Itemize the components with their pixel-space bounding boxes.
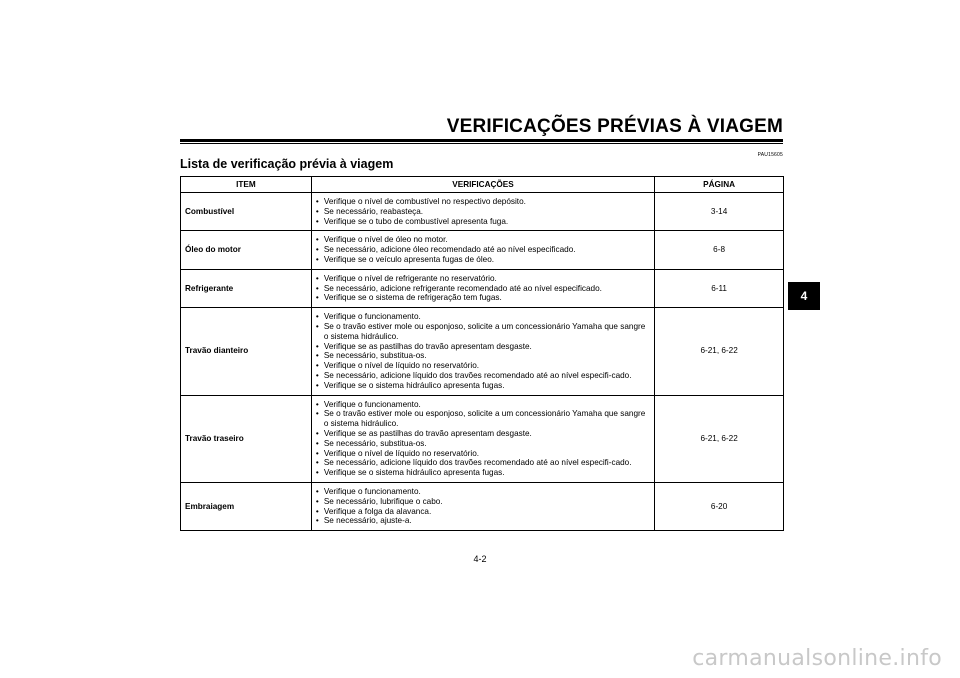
column-header-item: ITEM — [181, 177, 312, 193]
row-item: Travão traseiro — [181, 395, 312, 482]
check-line: • Se necessário, lubrifique o cabo. — [316, 497, 650, 507]
check-line: • Verifique se as pastilhas do travão apresentam desgaste. — [316, 342, 650, 352]
check-line: • Verifique se as pastilhas do travão apresentam desgaste. — [316, 429, 650, 439]
check-line: • Verifique o funcionamento. — [316, 400, 650, 410]
check-line: • Se necessário, ajuste-a. — [316, 516, 650, 526]
page-header-title: VERIFICAÇÕES PRÉVIAS À VIAGEM — [446, 116, 783, 137]
check-line: • Se necessário, substitua-os. — [316, 351, 650, 361]
row-item: Refrigerante — [181, 269, 312, 307]
row-page: 6-21, 6-22 — [655, 308, 784, 395]
check-line: • Se necessário, substitua-os. — [316, 439, 650, 449]
table-row — [181, 269, 784, 307]
check-line: • Verifique o nível de líquido no reservatório. — [316, 449, 650, 459]
check-line: • Verifique a folga da alavanca. — [316, 507, 650, 517]
header-rule — [180, 139, 783, 142]
row-item: Óleo do motor — [181, 231, 312, 269]
check-line: • Verifique se o sistema hidráulico apresenta fugas. — [316, 468, 650, 478]
row-checks — [311, 482, 654, 530]
check-line: • Se o travão estiver mole ou esponjoso, solicite a um concessionário Yamaha que sangre o sistema hidráulico. — [316, 409, 650, 429]
check-line: • Se necessário, adicione refrigerante recomendado até ao nível especificado. — [316, 284, 650, 294]
check-line: • Verifique se o tubo de combustível apresenta fuga. — [316, 217, 650, 227]
row-checks — [311, 269, 654, 307]
check-line: • Verifique o nível de líquido no reservatório. — [316, 361, 650, 371]
section-title: Lista de verificação prévia à viagem — [180, 157, 394, 171]
table-row — [181, 482, 784, 530]
check-line: • Verifique se o sistema hidráulico apresenta fugas. — [316, 381, 650, 391]
check-line: • Se o travão estiver mole ou esponjoso, solicite a um concessionário Yamaha que sangre o sistema hidráulico. — [316, 322, 650, 342]
column-header-checks: VERIFICAÇÕES — [311, 177, 654, 193]
row-checks — [311, 395, 654, 482]
row-item: Embraiagem — [181, 482, 312, 530]
check-line: • Verifique o nível de refrigerante no reservatório. — [316, 274, 650, 284]
table-row — [181, 308, 784, 395]
row-page: 3-14 — [655, 193, 784, 231]
check-line: • Verifique o funcionamento. — [316, 312, 650, 322]
check-line: • Se necessário, adicione líquido dos travões recomendado até ao nível especifi-cado. — [316, 371, 650, 381]
watermark: carmanualsonline.info — [692, 646, 942, 671]
pre-ride-checklist-table — [180, 176, 784, 531]
check-line: • Se necessário, adicione líquido dos travões recomendado até ao nível especifi-cado. — [316, 458, 650, 468]
row-checks — [311, 231, 654, 269]
row-item: Travão dianteiro — [181, 308, 312, 395]
check-line: • Verifique o nível de óleo no motor. — [316, 235, 650, 245]
row-checks — [311, 308, 654, 395]
table-row — [181, 231, 784, 269]
row-item: Combustível — [181, 193, 312, 231]
check-line: • Verifique o funcionamento. — [316, 487, 650, 497]
row-page: 6-11 — [655, 269, 784, 307]
table-row — [181, 193, 784, 231]
row-page: 6-21, 6-22 — [655, 395, 784, 482]
check-line: • Verifique se o sistema de refrigeração tem fugas. — [316, 293, 650, 303]
page-number: 4-2 — [473, 554, 487, 564]
row-page: 6-20 — [655, 482, 784, 530]
column-header-page: PÁGINA — [655, 177, 784, 193]
check-line: • Se necessário, adicione óleo recomendado até ao nível especificado. — [316, 245, 650, 255]
check-line: • Verifique o nível de combustível no respectivo depósito. — [316, 197, 650, 207]
check-line: • Se necessário, reabasteça. — [316, 207, 650, 217]
document-code: PAU15605 — [757, 152, 783, 158]
table-header-row — [181, 177, 784, 193]
row-checks — [311, 193, 654, 231]
check-line: • Verifique se o veículo apresenta fugas de óleo. — [316, 255, 650, 265]
row-page: 6-8 — [655, 231, 784, 269]
chapter-tab: 4 — [788, 282, 820, 310]
header-rule-thin — [180, 143, 783, 144]
table-row — [181, 395, 784, 482]
